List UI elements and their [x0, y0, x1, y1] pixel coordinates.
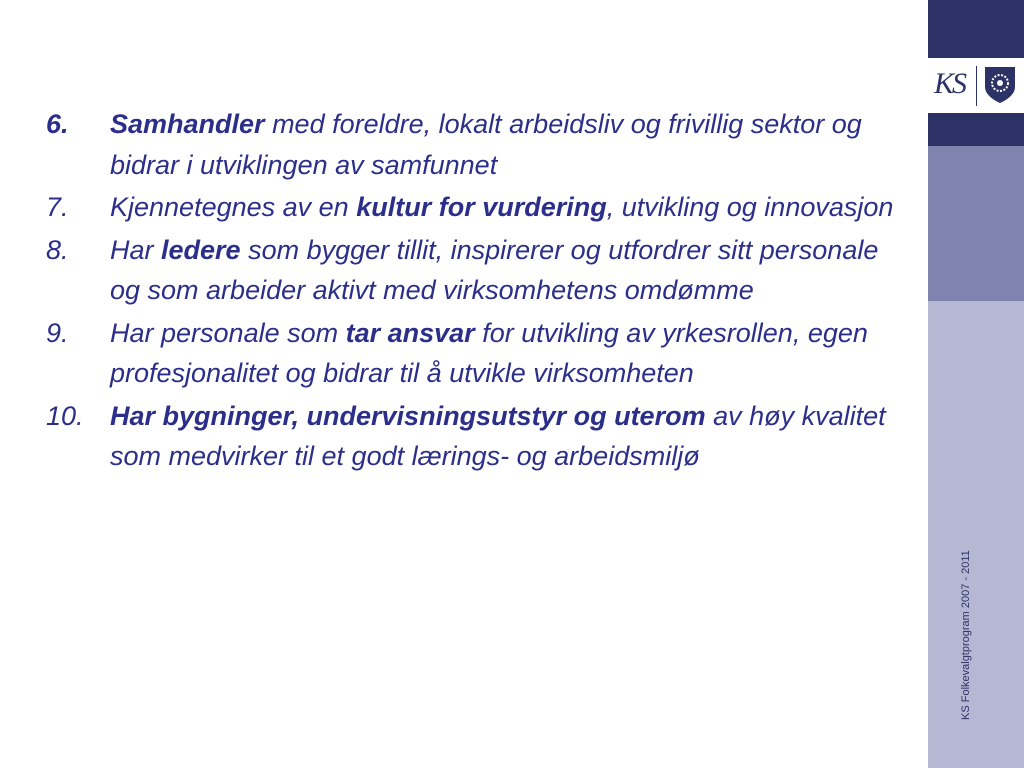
- item-pre-text: Har: [110, 234, 162, 265]
- slide-list: [46, 104, 906, 479]
- sidebar-band-mid: [928, 146, 1024, 301]
- item-number: 10.: [46, 400, 84, 431]
- side-bar: [928, 0, 1024, 768]
- list-item: [46, 187, 906, 228]
- item-bold-text: Har bygninger, undervisningsutstyr og uterom: [110, 400, 706, 431]
- item-pre-text: Kjennetegnes av en: [110, 192, 357, 222]
- footer-text: KS Folkevalgtprogram 2007 - 2011: [960, 550, 972, 720]
- ks-logo-text: KS: [934, 67, 966, 100]
- item-text: [110, 230, 906, 311]
- item-rest-text: av høy kvalitet som medvirker til et godt lærings- og arbeidsmiljø: [110, 400, 886, 471]
- item-number: 6.: [46, 109, 69, 139]
- list-item: [46, 396, 906, 477]
- item-pre-text: Har personale som: [110, 317, 346, 348]
- item-text: [110, 313, 906, 394]
- item-bold-text: ledere: [161, 234, 241, 265]
- item-post-text: som bygger tillit, inspirerer og utfordrer sitt personale og som arbeider aktivt med virksomhetens omdømme: [110, 234, 879, 305]
- item-bold-text: Samhandler: [110, 109, 265, 139]
- item-number: 7.: [46, 192, 69, 222]
- item-post-text: , utvikling og innovasjon: [606, 192, 894, 222]
- list-item: [46, 230, 906, 311]
- item-bold-text: tar ansvar: [345, 317, 475, 348]
- item-text: [110, 396, 906, 477]
- municipal-shield-icon: [983, 65, 1017, 105]
- item-number: 8.: [46, 234, 69, 265]
- item-bold-text: kultur for vurdering: [356, 192, 607, 222]
- item-text: [110, 104, 906, 185]
- item-number: 9.: [46, 317, 69, 348]
- item-rest-text: med foreldre, lokalt arbeidsliv og frivillig sektor og bidrar i utviklingen av samfunnet: [110, 109, 862, 180]
- list-item: [46, 313, 906, 394]
- logo-divider: [976, 66, 977, 106]
- list-item: [46, 104, 906, 185]
- sidebar-band-light: [928, 301, 1024, 768]
- item-text: [110, 187, 906, 228]
- sidebar-band-top: [928, 0, 1024, 58]
- item-post-text: for utvikling av yrkesrollen, egen profesjonalitet og bidrar til å utvikle virksomheten: [110, 317, 868, 388]
- sidebar-band-dark: [928, 113, 1024, 146]
- logo: [928, 58, 1024, 113]
